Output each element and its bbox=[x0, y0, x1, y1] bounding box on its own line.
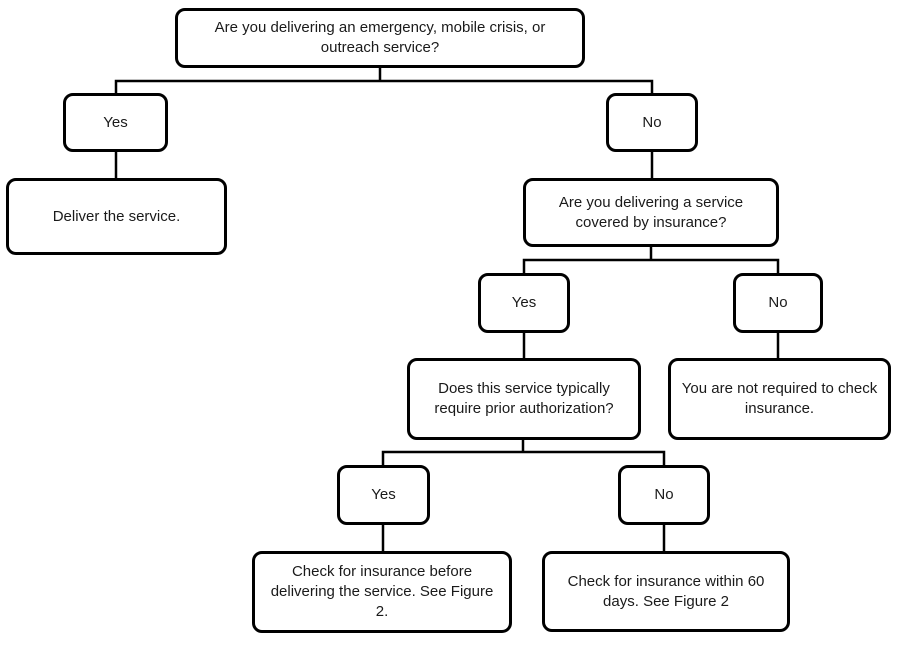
node-result-check-before-label: Check for insurance before delivering the service. See Figure 2. bbox=[270, 563, 494, 620]
node-question-prior-authorization bbox=[407, 358, 641, 440]
node-answer-no-1-label: No bbox=[642, 113, 662, 131]
node-question-prior-authorization-label: Does this service typically require prior authorization? bbox=[434, 380, 614, 417]
node-answer-no-3-label: No bbox=[654, 486, 674, 504]
node-answer-yes-3-label: Yes bbox=[371, 486, 396, 504]
node-answer-yes-1 bbox=[63, 93, 168, 152]
node-answer-yes-2-label: Yes bbox=[511, 294, 537, 312]
node-answer-no-2 bbox=[733, 273, 823, 333]
node-question-emergency bbox=[175, 8, 585, 68]
node-result-deliver-service bbox=[6, 178, 227, 255]
node-result-check-within-60-label: Check for insurance within 60 days. See Figure 2 bbox=[567, 572, 765, 610]
node-result-check-before bbox=[252, 551, 512, 633]
node-question-insurance-covered bbox=[523, 178, 779, 247]
node-answer-no-3 bbox=[618, 465, 710, 525]
node-question-insurance-covered-label: Are you delivering a service covered by insurance? bbox=[558, 193, 744, 231]
node-answer-no-2-label: No bbox=[768, 294, 788, 312]
node-answer-yes-3 bbox=[337, 465, 430, 525]
node-answer-no-1 bbox=[606, 93, 698, 152]
node-result-check-within-60 bbox=[542, 551, 790, 632]
node-answer-yes-2 bbox=[478, 273, 570, 333]
node-question-emergency-label: Are you delivering an emergency, mobile crisis, or outreach service? bbox=[214, 19, 546, 56]
node-result-not-required bbox=[668, 358, 891, 440]
node-result-not-required-label: You are not required to check insurance. bbox=[681, 380, 878, 417]
node-result-deliver-service-label: Deliver the service. bbox=[52, 207, 181, 225]
node-answer-yes-1-label: Yes bbox=[103, 113, 128, 131]
